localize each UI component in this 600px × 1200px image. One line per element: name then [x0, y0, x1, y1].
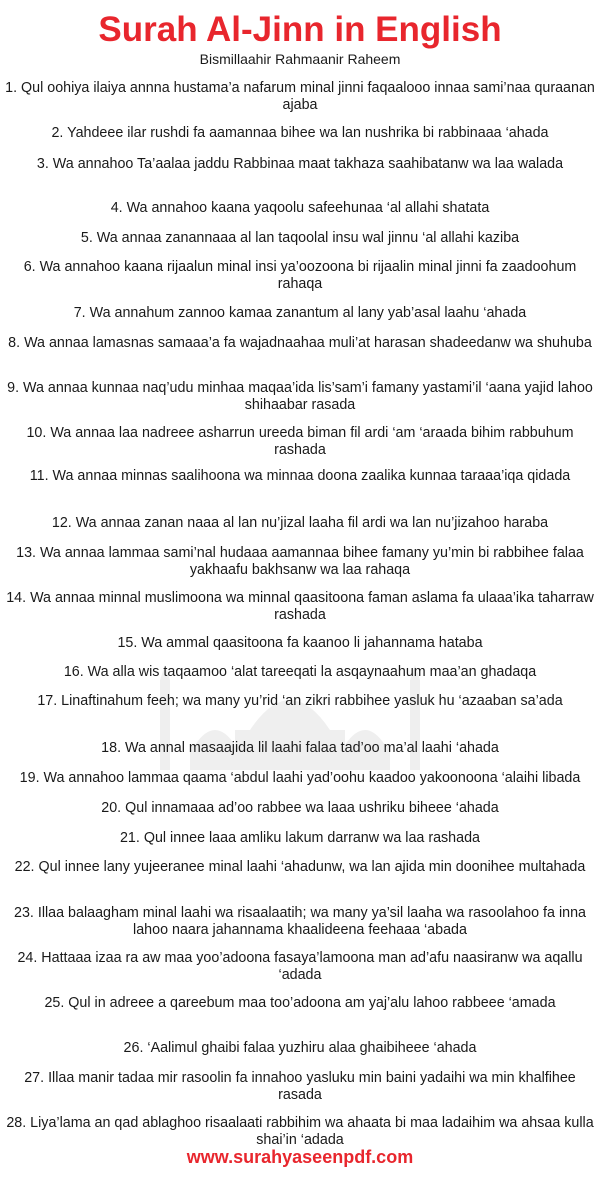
verse-item: 24. Hattaaa izaa ra aw maa yoo’adoona fasaya’lamoona man ad’afu naasiranw wa aqallu ‘adada [17, 950, 583, 983]
verse-item: 1. Qul oohiya ilaiya annna hustama’a nafarum minal jinni faqaalooo innaa sami’naa quraanan ajaba [5, 80, 595, 113]
verse-item: 10. Wa annaa laa nadreee asharrun ureeda biman fil ardi ‘am ‘araada bihim rabbuhum rashada [26, 425, 574, 458]
verse-item: 4. Wa annahoo kaana yaqoolu safeehunaa ‘al allahi shatata [110, 200, 490, 216]
verse-item: 15. Wa ammal qaasitoona fa kaanoo li jahannama hataba [117, 635, 483, 651]
verse-item: 27. Illaa manir tadaa mir rasoolin fa innahoo yasluku min baini yadaihi wa min khalfihee rasada [24, 1070, 576, 1103]
verse-item: 19. Wa annahoo lammaa qaama ‘abdul laahi yad’oohu kaadoo yakoonoona ‘alaihi libada [19, 770, 581, 786]
verse-item: 5. Wa annaa zanannaaa al lan taqoolal insu wal jinnu ‘al allahi kaziba [80, 230, 520, 246]
verse-item: 9. Wa annaa kunnaa naq’udu minhaa maqaa’ida lis’sam’i famany yastami’il ‘aana yajid lahoo shihaabar rasada [7, 380, 593, 413]
verse-item: 11. Wa annaa minnas saalihoona wa minnaa doona zaalika kunnaa taraaa’iqa qidada [29, 468, 571, 484]
verse-item: 3. Wa annahoo Ta’aalaa jaddu Rabbinaa maat takhaza saahibatanw wa laa walada [36, 156, 564, 172]
verse-item: 8. Wa annaa lamasnas samaaa’a fa wajadnaahaa muli’at harasan shadeedanw wa shuhuba [8, 335, 592, 351]
verse-item: 13. Wa annaa lammaa sami’nal hudaaa aamannaa bihee famany yu’min bi rabbihee falaa yakhaafu bakhsanw wa laa rahaqa [16, 545, 584, 578]
verse-item: 21. Qul innee laaa amliku lakum darranw wa laa rashada [119, 830, 480, 846]
verse-item: 25. Qul in adreee a qareebum maa too’adoona am yaj’alu lahoo rabbeee ‘amada [44, 995, 556, 1011]
verse-item: 7. Wa annahum zannoo kamaa zanantum al lany yab’asal laahu ‘ahada [73, 305, 527, 321]
verse-item: 26. ‘Aalimul ghaibi falaa yuzhiru alaa ghaibiheee ‘ahada [123, 1040, 477, 1056]
bismillah-subtitle: Bismillaahir Rahmaanir Raheem [199, 51, 401, 67]
verse-item: 17. Linaftinahum feeh; wa many yu’rid ‘an zikri rabbihee yasluk hu ‘azaaban sa’ada [37, 693, 563, 709]
verse-item: 12. Wa annaa zanan naaa al lan nu’jizal laaha fil ardi wa lan nu’jizahoo haraba [51, 515, 549, 531]
verse-item: 22. Qul innee lany yujeeranee minal laahi ‘ahadunw, wa lan ajida min doonihee multahada [14, 859, 586, 875]
verse-item: 6. Wa annahoo kaana rijaalun minal insi ya’oozoona bi rijaalin minal jinni fa zaadoohum rahaqa [23, 259, 577, 292]
verse-item: 28. Liya’lama an qad ablaghoo risaalaati rabbihim wa ahaata bi maa ladaihim wa ahsaa kulla shai’in ‘adada [6, 1115, 594, 1148]
verse-item: 16. Wa alla wis taqaamoo ‘alat tareeqati la asqaynaahum maa’an ghadaqa [63, 664, 537, 680]
verse-item: 14. Wa annaa minnal muslimoona wa minnal qaasitoona faman aslama fa ulaaa’ika taharraw rashada [6, 590, 594, 623]
verse-item: 23. Illaa balaagham minal laahi wa risaalaatih; wa many ya’sil laaha wa rasoolahoo fa inna lahoo naara jahannama khaalideena feehaaa ‘abada [14, 905, 586, 938]
website-footer: www.surahyaseenpdf.com [186, 1147, 414, 1167]
verse-item: 18. Wa annal masaajida lil laahi falaa tad’oo ma’al laahi ‘ahada [101, 740, 499, 756]
verse-item: 2. Yahdeee ilar rushdi fa aamannaa bihee wa lan nushrika bi rabbinaaa ‘ahada [51, 125, 549, 141]
page-title: Surah Al-Jinn in English [98, 10, 502, 49]
verse-item: 20. Qul innamaaa ad’oo rabbee wa laaa ushriku biheee ‘ahada [101, 800, 499, 816]
